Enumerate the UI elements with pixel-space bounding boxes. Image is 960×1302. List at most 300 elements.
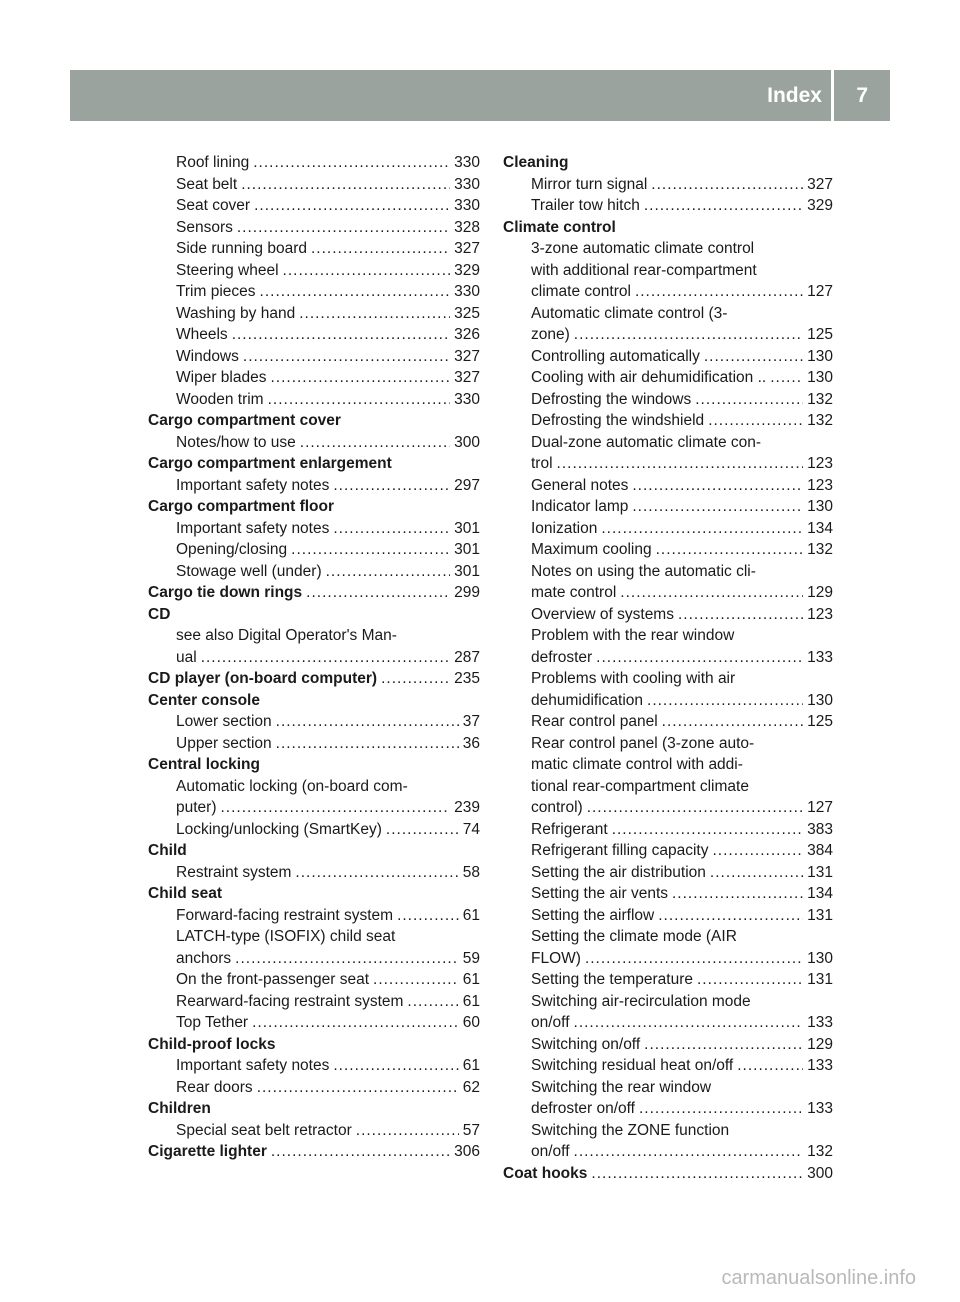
index-subentry bbox=[148, 711, 480, 733]
dot-leader bbox=[253, 152, 450, 174]
index-subentry-text bbox=[148, 776, 480, 798]
dot-leader bbox=[407, 991, 458, 1013]
dot-leader bbox=[326, 561, 451, 583]
index-subentry bbox=[148, 518, 480, 540]
dot-leader bbox=[601, 518, 803, 540]
index-subentry bbox=[503, 1098, 833, 1120]
index-subentry-text bbox=[503, 754, 833, 776]
page-reference: 327 bbox=[807, 175, 833, 193]
index-subentry-label: Rear control panel (3-zone auto- bbox=[531, 734, 755, 752]
index-entry bbox=[503, 1163, 833, 1185]
page-reference: 125 bbox=[807, 713, 833, 730]
index-subentry-label: tional rear-compartment climate bbox=[531, 777, 749, 795]
index-subentry-label: Rear doors bbox=[176, 1078, 253, 1096]
dot-leader bbox=[257, 1077, 459, 1099]
page-reference: 327 bbox=[454, 347, 480, 365]
page-reference: 62 bbox=[462, 1078, 480, 1096]
dot-leader bbox=[620, 582, 803, 604]
index-subentry-label: anchors bbox=[176, 949, 232, 967]
page-reference: 129 bbox=[807, 1035, 833, 1053]
index-heading-label: Climate control bbox=[503, 218, 616, 236]
page-reference: 133 bbox=[807, 1100, 833, 1117]
index-subentry-label: Defrosting the windows bbox=[531, 390, 692, 408]
dot-leader bbox=[283, 260, 451, 282]
index-subentry bbox=[148, 561, 480, 583]
index-subentry bbox=[148, 367, 480, 389]
page-reference: 327 bbox=[454, 369, 480, 386]
index-subentry bbox=[148, 862, 480, 884]
index-subentry-label: Washing by hand bbox=[176, 304, 296, 322]
dot-leader bbox=[295, 862, 458, 884]
index-subentry bbox=[148, 260, 480, 282]
page-reference: 330 bbox=[454, 283, 480, 300]
index-subentry bbox=[148, 195, 480, 217]
index-subentry bbox=[148, 819, 480, 841]
dot-leader bbox=[241, 174, 450, 196]
dot-leader bbox=[651, 174, 803, 196]
dot-leader bbox=[596, 647, 803, 669]
dot-leader bbox=[585, 948, 803, 970]
page-reference: 383 bbox=[807, 820, 833, 838]
index-subentry-label: defroster on/off bbox=[531, 1100, 635, 1117]
index-subentry bbox=[503, 346, 833, 368]
index-subentry-label: Switching on/off bbox=[531, 1035, 641, 1053]
index-subentry bbox=[503, 604, 833, 626]
index-subentry-label: Notes/how to use bbox=[176, 433, 296, 451]
index-subentry-text bbox=[503, 260, 833, 282]
dot-leader bbox=[221, 797, 451, 819]
index-subentry-label: Wheels bbox=[176, 326, 228, 343]
dot-leader bbox=[271, 1141, 450, 1163]
page-reference: 325 bbox=[454, 304, 480, 322]
index-subentry bbox=[503, 324, 833, 346]
index-heading bbox=[148, 1098, 480, 1120]
index-subentry-label: Trailer tow hitch bbox=[531, 197, 640, 214]
index-subentry bbox=[503, 539, 833, 561]
dot-leader bbox=[632, 475, 803, 497]
index-subentry-label: Automatic locking (on-board com- bbox=[176, 777, 408, 795]
page-reference: 61 bbox=[462, 1057, 480, 1074]
watermark: carmanualsonline.info bbox=[721, 1267, 916, 1289]
index-subentry-label: Important safety notes bbox=[176, 519, 330, 537]
index-heading-label: Central locking bbox=[148, 756, 260, 773]
index-entry-label: CD player (on-board computer) bbox=[148, 670, 378, 687]
index-subentry-label: with additional rear-compartment bbox=[531, 261, 757, 279]
page-reference: 301 bbox=[454, 541, 480, 558]
page-reference: 123 bbox=[807, 455, 833, 472]
page-reference: 327 bbox=[454, 240, 480, 257]
index-subentry-label: on/off bbox=[531, 1143, 570, 1160]
index-subentry-label: Windows bbox=[176, 347, 239, 365]
index-subentry-text bbox=[503, 432, 833, 454]
index-subentry bbox=[503, 905, 833, 927]
dot-leader bbox=[373, 969, 459, 991]
index-subentry bbox=[148, 797, 480, 819]
dot-leader bbox=[635, 281, 803, 303]
page-reference: 132 bbox=[807, 541, 833, 558]
dot-leader bbox=[252, 1012, 459, 1034]
page-reference: 330 bbox=[454, 197, 480, 214]
index-subentry bbox=[148, 174, 480, 196]
page-reference: 61 bbox=[462, 992, 480, 1010]
index-heading-label: Cargo compartment enlargement bbox=[148, 455, 392, 472]
dot-leader bbox=[276, 711, 459, 733]
dot-leader bbox=[656, 539, 804, 561]
index-subentry-label: Locking/unlocking (SmartKey) bbox=[176, 820, 382, 838]
page-reference: 330 bbox=[454, 175, 480, 193]
page-reference: 123 bbox=[807, 605, 833, 623]
page-reference: 130 bbox=[807, 691, 833, 709]
index-subentry bbox=[503, 518, 833, 540]
index-subentry-text bbox=[503, 303, 833, 325]
index-subentry-text bbox=[503, 1077, 833, 1099]
index-subentry-label: Stowage well (under) bbox=[176, 562, 322, 580]
index-subentry-label: 3-zone automatic climate control bbox=[531, 240, 755, 257]
page-reference: 287 bbox=[454, 648, 480, 666]
index-subentry-label: Setting the airflow bbox=[531, 906, 655, 924]
index-subentry bbox=[503, 410, 833, 432]
index-subentry bbox=[148, 152, 480, 174]
index-subentry-label: Rear control panel bbox=[531, 713, 658, 730]
index-subentry-label: Maximum cooling bbox=[531, 541, 652, 558]
index-entry-label: Cargo tie down rings bbox=[148, 584, 303, 601]
index-subentry-label: Setting the air distribution bbox=[531, 863, 706, 881]
index-subentry bbox=[148, 1055, 480, 1077]
index-subentry bbox=[148, 281, 480, 303]
index-subentry-label: Opening/closing bbox=[176, 541, 288, 558]
index-heading-label: Cargo compartment cover bbox=[148, 412, 341, 429]
page-reference: 123 bbox=[807, 476, 833, 494]
section-title: Index bbox=[767, 84, 822, 107]
page-reference: 57 bbox=[462, 1121, 480, 1139]
page-reference: 131 bbox=[807, 906, 833, 924]
page-reference: 130 bbox=[807, 498, 833, 515]
dot-leader bbox=[712, 840, 803, 862]
index-subentry-label: Wooden trim bbox=[176, 390, 264, 408]
dot-leader bbox=[386, 819, 459, 841]
page-reference: 130 bbox=[807, 347, 833, 365]
index-column-left bbox=[148, 152, 480, 1163]
index-subentry bbox=[503, 367, 833, 389]
dot-leader bbox=[591, 1163, 803, 1185]
dot-leader bbox=[587, 797, 803, 819]
index-subentry-label: Restraint system bbox=[176, 863, 292, 881]
index-subentry-label: FLOW) bbox=[531, 949, 581, 967]
dot-leader bbox=[662, 711, 803, 733]
dot-leader bbox=[695, 389, 803, 411]
index-subentry-label: Seat belt bbox=[176, 175, 238, 193]
page-reference: 326 bbox=[454, 326, 480, 343]
page-reference: 328 bbox=[454, 218, 480, 236]
dot-leader bbox=[574, 324, 803, 346]
index-entry-label: Coat hooks bbox=[503, 1164, 588, 1182]
dot-leader bbox=[708, 410, 803, 432]
index-subentry bbox=[503, 797, 833, 819]
index-subentry-label: Problem with the rear window bbox=[531, 627, 735, 644]
index-subentry-label: Switching air-recirculation mode bbox=[531, 992, 751, 1010]
dot-leader bbox=[737, 1055, 803, 1077]
index-subentry-text bbox=[503, 561, 833, 583]
index-subentry-text bbox=[503, 238, 833, 260]
page-reference: 330 bbox=[454, 154, 480, 171]
index-subentry bbox=[148, 1120, 480, 1142]
index-heading-label: Child bbox=[148, 842, 187, 859]
index-subentry-label: puter) bbox=[176, 799, 217, 816]
page-reference: 235 bbox=[454, 670, 480, 687]
page-reference: 132 bbox=[807, 1143, 833, 1160]
index-subentry-label: Dual-zone automatic climate con- bbox=[531, 433, 762, 451]
dot-leader bbox=[232, 324, 450, 346]
page-reference: 133 bbox=[807, 648, 833, 666]
dot-leader bbox=[672, 883, 803, 905]
index-subentry-label: Notes on using the automatic cli- bbox=[531, 562, 756, 580]
index-heading bbox=[503, 152, 833, 174]
index-subentry bbox=[503, 195, 833, 217]
index-subentry-label: Lower section bbox=[176, 713, 272, 730]
index-heading bbox=[148, 496, 480, 518]
dot-leader bbox=[333, 475, 450, 497]
dot-leader bbox=[704, 346, 803, 368]
index-subentry-label: Setting the temperature bbox=[531, 971, 693, 988]
page-reference: 133 bbox=[807, 1057, 833, 1074]
page-reference: 59 bbox=[462, 949, 480, 967]
index-subentry-label: Defrosting the windshield bbox=[531, 412, 705, 429]
index-heading-label: Children bbox=[148, 1100, 211, 1117]
index-entry-label: Cigarette lighter bbox=[148, 1143, 267, 1160]
index-subentry bbox=[503, 281, 833, 303]
page-reference: 74 bbox=[462, 820, 480, 838]
page-reference: 306 bbox=[454, 1143, 480, 1160]
page-reference: 60 bbox=[462, 1014, 480, 1031]
index-subentry bbox=[503, 969, 833, 991]
index-subentry bbox=[148, 475, 480, 497]
dot-leader bbox=[243, 346, 450, 368]
index-subentry-label: Trim pieces bbox=[176, 283, 256, 300]
index-subentry bbox=[148, 1077, 480, 1099]
index-subentry bbox=[148, 733, 480, 755]
index-subentry-label: Automatic climate control (3- bbox=[531, 304, 728, 322]
index-heading bbox=[148, 883, 480, 905]
index-subentry bbox=[503, 1055, 833, 1077]
index-subentry bbox=[148, 969, 480, 991]
index-subentry-label: Seat cover bbox=[176, 197, 251, 214]
index-subentry bbox=[148, 647, 480, 669]
page-reference: 134 bbox=[807, 885, 833, 902]
index-subentry-label: Switching the ZONE function bbox=[531, 1121, 730, 1139]
index-subentry bbox=[503, 862, 833, 884]
page-reference: 300 bbox=[807, 1164, 833, 1182]
index-subentry bbox=[503, 496, 833, 518]
dot-leader bbox=[356, 1120, 459, 1142]
dot-leader bbox=[300, 432, 450, 454]
index-subentry-text bbox=[148, 625, 480, 647]
page-reference: 132 bbox=[807, 412, 833, 429]
index-subentry bbox=[148, 217, 480, 239]
index-subentry-label: matic climate control with addi- bbox=[531, 756, 743, 773]
dot-leader bbox=[678, 604, 803, 626]
index-heading-label: CD bbox=[148, 605, 171, 623]
dot-leader bbox=[770, 367, 803, 389]
index-subentry bbox=[148, 324, 480, 346]
header-bar bbox=[70, 70, 890, 121]
index-subentry bbox=[503, 1141, 833, 1163]
index-subentry bbox=[503, 948, 833, 970]
index-column-right bbox=[503, 152, 833, 1184]
dot-leader bbox=[235, 948, 459, 970]
dot-leader bbox=[381, 668, 450, 690]
index-subentry bbox=[503, 1012, 833, 1034]
index-heading-label: Child seat bbox=[148, 885, 223, 902]
dot-leader bbox=[333, 1055, 458, 1077]
index-subentry-label: Mirror turn signal bbox=[531, 175, 648, 193]
index-heading-label: Cleaning bbox=[503, 154, 569, 171]
dot-leader bbox=[299, 303, 450, 325]
index-subentry bbox=[148, 1012, 480, 1034]
index-subentry-label: Overview of systems bbox=[531, 605, 674, 623]
index-subentry-label: Steering wheel bbox=[176, 261, 279, 279]
dot-leader bbox=[260, 281, 451, 303]
index-subentry bbox=[503, 840, 833, 862]
dot-leader bbox=[276, 733, 459, 755]
index-subentry-text bbox=[503, 668, 833, 690]
index-subentry-label: Rearward-facing restraint system bbox=[176, 992, 404, 1010]
index-subentry-text bbox=[503, 1120, 833, 1142]
index-subentry bbox=[503, 647, 833, 669]
index-subentry-label: Top Tether bbox=[176, 1014, 249, 1031]
index-subentry-text bbox=[503, 776, 833, 798]
page-reference: 297 bbox=[454, 476, 480, 494]
index-subentry bbox=[503, 389, 833, 411]
page-reference: 301 bbox=[454, 562, 480, 580]
page-reference: 131 bbox=[807, 971, 833, 988]
index-heading bbox=[148, 840, 480, 862]
index-heading-label: Center console bbox=[148, 691, 260, 709]
page-reference: 37 bbox=[462, 713, 480, 730]
index-subentry bbox=[503, 582, 833, 604]
index-subentry-label: dehumidification bbox=[531, 691, 644, 709]
dot-leader bbox=[397, 905, 459, 927]
page-reference: 36 bbox=[462, 734, 480, 752]
dot-leader bbox=[574, 1141, 804, 1163]
page-reference: 61 bbox=[462, 906, 480, 924]
dot-leader bbox=[333, 518, 450, 540]
index-subentry bbox=[503, 1034, 833, 1056]
dot-leader bbox=[639, 1098, 803, 1120]
page-reference: 301 bbox=[454, 519, 480, 537]
index-subentry bbox=[503, 819, 833, 841]
index-subentry-label: trol bbox=[531, 455, 553, 472]
index-subentry bbox=[503, 453, 833, 475]
dot-leader bbox=[268, 389, 451, 411]
page-reference: 127 bbox=[807, 283, 833, 300]
dot-leader bbox=[237, 217, 450, 239]
index-heading-label: Child-proof locks bbox=[148, 1035, 276, 1053]
index-entry bbox=[148, 582, 480, 604]
index-subentry-label: control) bbox=[531, 799, 583, 816]
index-subentry-label: Special seat belt retractor bbox=[176, 1121, 352, 1139]
index-subentry-label: Cooling with air dehumidification .. bbox=[531, 369, 767, 386]
index-subentry-label: Setting the climate mode (AIR bbox=[531, 928, 737, 945]
index-subentry-text bbox=[503, 733, 833, 755]
index-subentry-label: Important safety notes bbox=[176, 1057, 330, 1074]
index-subentry bbox=[148, 346, 480, 368]
index-subentry-label: zone) bbox=[531, 326, 570, 343]
index-heading bbox=[148, 410, 480, 432]
index-subentry-label: Problems with cooling with air bbox=[531, 670, 736, 687]
index-subentry bbox=[148, 991, 480, 1013]
index-heading bbox=[148, 604, 480, 626]
index-subentry-label: Wiper blades bbox=[176, 369, 267, 386]
index-subentry-label: Upper section bbox=[176, 734, 272, 752]
index-subentry-label: on/off bbox=[531, 1014, 570, 1031]
index-heading-label: Cargo compartment floor bbox=[148, 498, 335, 515]
index-subentry-label: Switching residual heat on/off bbox=[531, 1057, 734, 1074]
page-reference: 299 bbox=[454, 584, 480, 601]
index-heading bbox=[148, 690, 480, 712]
dot-leader bbox=[201, 647, 450, 669]
header-divider bbox=[831, 70, 834, 121]
index-subentry-text bbox=[148, 926, 480, 948]
index-subentry bbox=[503, 883, 833, 905]
page-reference: 133 bbox=[807, 1014, 833, 1031]
dot-leader bbox=[644, 1034, 803, 1056]
page-reference: 329 bbox=[807, 197, 833, 214]
page-reference: 134 bbox=[807, 519, 833, 537]
index-subentry-text bbox=[503, 625, 833, 647]
dot-leader bbox=[270, 367, 450, 389]
index-subentry bbox=[148, 238, 480, 260]
page-reference: 130 bbox=[807, 949, 833, 967]
index-subentry-label: Switching the rear window bbox=[531, 1078, 712, 1096]
dot-leader bbox=[311, 238, 450, 260]
index-subentry bbox=[148, 539, 480, 561]
dot-leader bbox=[647, 690, 803, 712]
dot-leader bbox=[612, 819, 803, 841]
page-reference: 329 bbox=[454, 261, 480, 279]
index-subentry bbox=[148, 905, 480, 927]
page-reference: 384 bbox=[807, 842, 833, 859]
page-reference: 132 bbox=[807, 390, 833, 408]
page-reference: 125 bbox=[807, 326, 833, 343]
index-subentry bbox=[503, 711, 833, 733]
dot-leader bbox=[644, 195, 803, 217]
index-subentry bbox=[148, 303, 480, 325]
index-entry bbox=[148, 668, 480, 690]
index-subentry-label: General notes bbox=[531, 476, 629, 494]
index-subentry-label: Side running board bbox=[176, 240, 307, 257]
index-subentry bbox=[503, 475, 833, 497]
index-subentry bbox=[503, 174, 833, 196]
index-heading bbox=[503, 217, 833, 239]
dot-leader bbox=[574, 1012, 804, 1034]
index-subentry-label: Refrigerant filling capacity bbox=[531, 842, 709, 859]
dot-leader bbox=[254, 195, 450, 217]
index-subentry-label: Forward-facing restraint system bbox=[176, 906, 394, 924]
index-subentry-label: Indicator lamp bbox=[531, 498, 629, 515]
index-subentry-label: defroster bbox=[531, 648, 593, 666]
dot-leader bbox=[557, 453, 804, 475]
index-entry bbox=[148, 1141, 480, 1163]
dot-leader bbox=[291, 539, 450, 561]
index-subentry bbox=[148, 432, 480, 454]
index-subentry-text bbox=[503, 991, 833, 1013]
page-reference: 330 bbox=[454, 390, 480, 408]
dot-leader bbox=[710, 862, 803, 884]
index-subentry bbox=[148, 948, 480, 970]
index-subentry-label: Ionization bbox=[531, 519, 598, 537]
page-reference: 131 bbox=[807, 863, 833, 881]
index-subentry bbox=[503, 690, 833, 712]
